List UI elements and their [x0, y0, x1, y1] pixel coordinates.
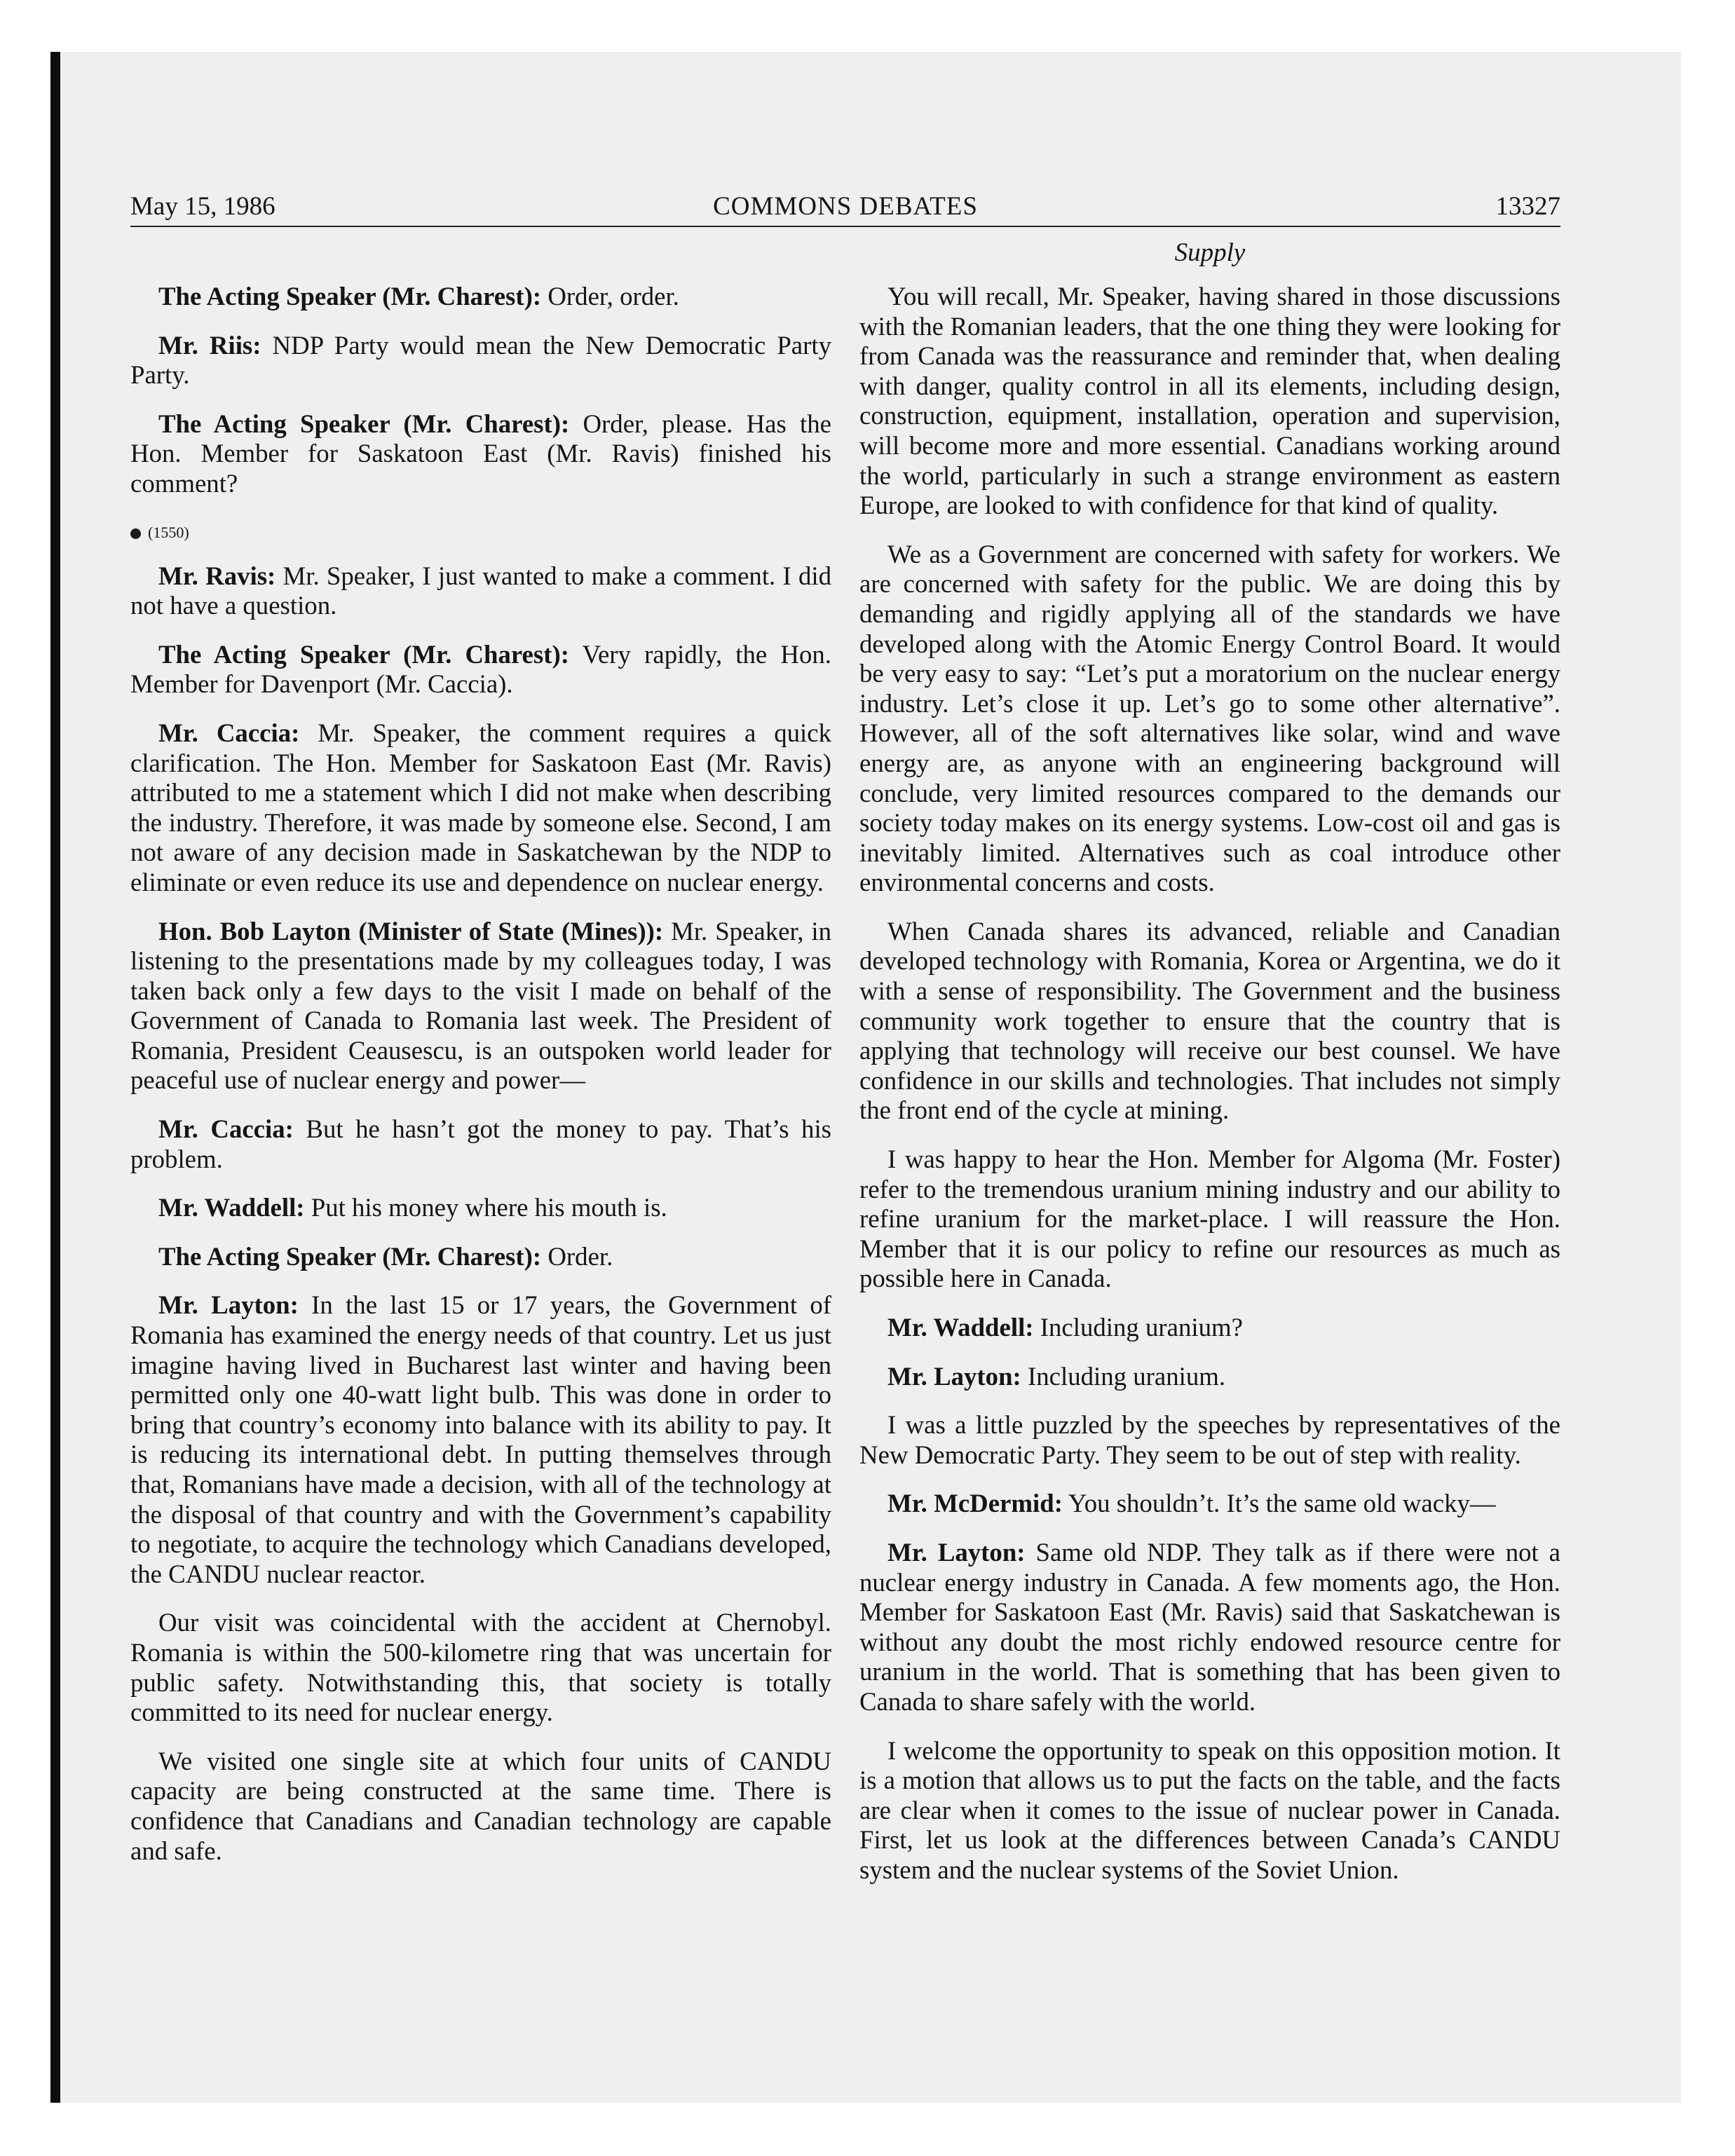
- continuation-paragraph: [859, 282, 1560, 521]
- speech-text: Same old NDP. They talk as if there were not a nuclear energy industry in Canada. A few moments ago, the Hon. Member for Saskatoon East (Mr. Ravis) said that Saskatchewan is without any doubt the most richly endowed resource centre for uranium in the world. That is something that has been given to Canada to share safely with the world.: [859, 1537, 1560, 1716]
- speaker-name: Mr. Riis:: [158, 330, 261, 360]
- speech-text: You shouldn’t. It’s the same old wacky—: [1068, 1489, 1496, 1518]
- speech-text: When Canada shares its advanced, reliable and Canadian developed technology with Romania, Korea or Argentina, we do it with a sense of responsibility. The Government and the business community work together to ensure that the country that is applying that technology will receive our best counsel. We have confidence in our skills and technologies. That includes not simply the front end of the cycle at mining.: [859, 916, 1560, 1125]
- speech-paragraph: [130, 282, 831, 312]
- speech-text: You will recall, Mr. Speaker, having shared in those discussions with the Romanian leaders, that the one thing they were looking for from Canada was the reassurance and reminder that, when dealing with danger, quality control in all its elements, including design, construction, equipment, installation, operation and supervision, will become more and more essential. Canadians working around the world, particularly in such a strange environment as eastern Europe, are looked to with confidence for that kind of quality.: [859, 282, 1560, 520]
- speech-paragraph: [130, 917, 831, 1096]
- speaker-name: Mr. Caccia:: [158, 1114, 294, 1144]
- speech-paragraph: [130, 1290, 831, 1589]
- continuation-paragraph: [859, 540, 1560, 898]
- right-column: [859, 282, 1560, 1904]
- speech-text: In the last 15 or 17 years, the Government of Romania has examined the energy needs of that country. Let us just imagine having lived in Bucharest last winter and having been permitted only one 40-watt light bulb. This was done in order to bring that country’s economy into balance with its ability to pay. It is reducing its international debt. In putting themselves through that, Romanians have made a decision, with all of the technology at the disposal of that country and with the Government’s capability to negotiate, to acquire the technology which Canadians developed, the CANDU nuclear reactor.: [130, 1290, 831, 1588]
- speech-paragraph: [130, 331, 831, 390]
- speaker-name: The Acting Speaker (Mr. Charest):: [158, 639, 569, 669]
- speech-paragraph: [130, 561, 831, 621]
- speech-text: Order.: [547, 1241, 613, 1271]
- continuation-paragraph: [130, 1608, 831, 1727]
- speaker-name: Mr. Layton:: [887, 1361, 1021, 1391]
- running-head: Supply: [1174, 238, 1246, 267]
- speech-paragraph: [130, 640, 831, 700]
- time-marker: [130, 518, 831, 547]
- continuation-paragraph: [859, 1145, 1560, 1294]
- speaker-name: The Acting Speaker (Mr. Charest):: [158, 282, 542, 311]
- speaker-name: Mr. Layton:: [158, 1290, 299, 1320]
- time-marker-text: (1550): [148, 523, 189, 541]
- speaker-name: Mr. Waddell:: [887, 1313, 1034, 1342]
- speaker-name: Mr. Waddell:: [158, 1193, 305, 1222]
- speaker-name: Mr. Layton:: [887, 1537, 1026, 1567]
- speech-text: We as a Government are concerned with safety for workers. We are concerned with safety for the public. We are doing this by demanding and rigidly applying all of the standards we have developed along with the Atomic Energy Control Board. It would be very easy to say: “Let’s put a moratorium on the nuclear energy industry. Let’s close it up. Let’s go to some other alternative”. However, all of the soft alternatives like solar, wind and wave energy are, as anyone with an engineering background will conclude, very limited resources compared to the demands our society today makes on its energy systems. Low-cost oil and gas is inevitably limited. Alternatives such as coal introduce other environmental concerns and costs.: [859, 539, 1560, 897]
- speech-text: But he hasn’t got the money to pay. That’s his problem.: [130, 1114, 831, 1173]
- speech-text: Mr. Speaker, I just wanted to make a comment. I did not have a question.: [130, 561, 831, 620]
- bullet-icon: [130, 528, 141, 539]
- header-page-number: 13327: [1495, 192, 1560, 221]
- speech-text: Put his money where his mouth is.: [311, 1193, 667, 1222]
- speech-text: NDP Party would mean the New Democratic Party Party.: [130, 330, 831, 390]
- speech-paragraph: [130, 718, 831, 898]
- speech-paragraph: [859, 1538, 1560, 1717]
- speech-paragraph: [130, 1193, 831, 1223]
- speech-text: We visited one single site at which four units of CANDU capacity are being constructed at the same time. There is confidence that Canadians and Canadian technology are capable and safe.: [130, 1746, 831, 1865]
- speech-text: Order, order.: [547, 282, 679, 311]
- continuation-paragraph: [130, 1747, 831, 1866]
- speech-paragraph: [859, 1489, 1560, 1519]
- speech-paragraph: [859, 1362, 1560, 1392]
- speech-text: Mr. Speaker, in listening to the presentations made by my colleagues today, I was taken back only a few days to the visit I made on behalf of the Government of Canada to Romania last week. The President of Romania, President Ceausescu, is an outspoken world leader for peaceful use of nuclear energy and power—: [130, 916, 832, 1095]
- page-header: [130, 188, 1560, 227]
- speaker-name: The Acting Speaker (Mr. Charest):: [158, 1241, 542, 1271]
- speech-paragraph: [859, 1313, 1560, 1343]
- speech-paragraph: [130, 1242, 831, 1272]
- speech-text: Our visit was coincidental with the accident at Chernobyl. Romania is within the 500-kilometre ring that was uncertain for public safety. Notwithstanding this, that society is totally committed to its need for nuclear energy.: [130, 1608, 831, 1727]
- continuation-paragraph: [859, 1410, 1560, 1470]
- speech-text: I was happy to hear the Hon. Member for Algoma (Mr. Foster) refer to the tremendous uranium mining industry and our ability to refine uranium for the market-place. I will reassure the Hon. Member that it is our policy to refine our resources as much as possible here in Canada.: [859, 1145, 1560, 1293]
- continuation-paragraph: [859, 1736, 1560, 1885]
- speech-text: I was a little puzzled by the speeches by representatives of the New Democratic Party. They seem to be out of step with reality.: [859, 1410, 1560, 1469]
- speech-paragraph: [130, 1114, 831, 1174]
- speaker-name: Mr. McDermid:: [887, 1489, 1063, 1518]
- speech-text: I welcome the opportunity to speak on this opposition motion. It is a motion that allows us to put the facts on the table, and the facts are clear when it comes to the issue of nuclear power in Canada. First, let us look at the differences between Canada’s CANDU system and the nuclear systems of the Soviet Union.: [859, 1735, 1560, 1884]
- header-title: COMMONS DEBATES: [713, 192, 978, 221]
- speech-paragraph: [130, 409, 831, 499]
- speech-text: Order, please. Has the Hon. Member for Saskatoon East (Mr. Ravis) finished his comment?: [130, 409, 831, 498]
- speech-text: Including uranium.: [1028, 1361, 1226, 1391]
- speech-text: Including uranium?: [1040, 1313, 1243, 1342]
- page-binding-edge: [50, 52, 60, 2103]
- header-date: May 15, 1986: [130, 192, 275, 221]
- speech-text: Very rapidly, the Hon. Member for Davenport (Mr. Caccia).: [130, 639, 831, 699]
- speaker-name: Hon. Bob Layton (Minister of State (Mines)):: [158, 916, 664, 946]
- speech-text: Mr. Speaker, the comment requires a quick clarification. The Hon. Member for Saskatoon East (Mr. Ravis) attributed to me a statement which I did not make when describing the industry. Therefore, it was made by someone else. Second, I am not aware of any decision made in Saskatchewan by the NDP to eliminate or even reduce its use and dependence on nuclear energy.: [130, 718, 831, 896]
- speaker-name: Mr. Ravis:: [158, 561, 276, 590]
- left-column: [130, 282, 831, 1885]
- continuation-paragraph: [859, 917, 1560, 1126]
- speaker-name: The Acting Speaker (Mr. Charest):: [158, 409, 570, 438]
- speaker-name: Mr. Caccia:: [158, 718, 300, 747]
